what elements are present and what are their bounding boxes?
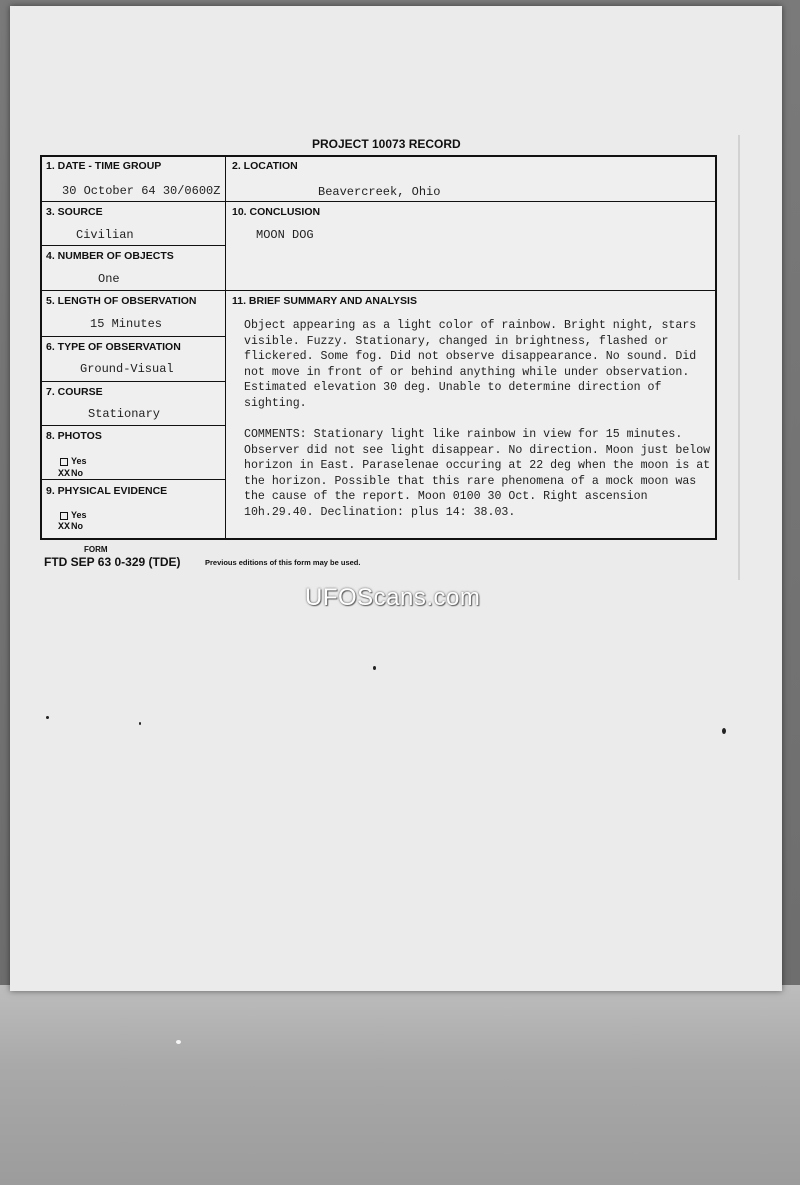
course-label: 7. COURSE <box>46 386 103 398</box>
date-time-group-value: 30 October 64 30/0600Z <box>62 184 221 198</box>
number-of-objects-value: One <box>98 272 120 286</box>
row-divider <box>41 381 225 382</box>
checkbox-empty-icon <box>60 512 68 520</box>
brief-summary-label: 11. BRIEF SUMMARY AND ANALYSIS <box>232 295 417 307</box>
checkbox-empty-icon <box>60 458 68 466</box>
length-of-observation-label: 5. LENGTH OF OBSERVATION <box>46 295 197 307</box>
row-divider <box>41 290 716 291</box>
scan-speck <box>139 722 141 725</box>
watermark: UFOScans.com <box>305 584 481 611</box>
length-of-observation-value: 15 Minutes <box>90 317 163 331</box>
comments-paragraph: COMMENTS: Stationary light like rainbow in view for 15 minutes. Observer did not see light disappear. No direction. Moon just below horizon in East. Paraselenae occuring at 22 deg when the moon is at the horizon. Possible that this rare phenomena of a mock moon was the cause of the report. Moon 0100 30 Oct. Right ascension 10h.29.40. Declination: plus 14: 38.03. <box>244 428 711 519</box>
form-title: PROJECT 10073 RECORD <box>312 137 461 151</box>
course-value: Stationary <box>88 407 161 421</box>
row-divider <box>41 336 225 337</box>
scan-speck <box>722 728 726 734</box>
summary-and-analysis-text <box>244 318 714 520</box>
footer-form-id: FTD SEP 63 0-329 (TDE) <box>44 555 181 569</box>
physical-evidence-label: 9. PHYSICAL EVIDENCE <box>46 485 168 497</box>
source-value: Civilian <box>76 228 134 242</box>
location-value: Beavercreek, Ohio <box>318 185 441 199</box>
checkbox-checked-icon: XX <box>58 469 71 480</box>
row-divider <box>41 425 225 426</box>
checkbox-checked-icon: XX <box>58 522 71 533</box>
physical-evidence-yes-option: Yes <box>60 510 87 520</box>
scan-speck <box>176 1040 181 1044</box>
location-label: 2. LOCATION <box>232 160 298 172</box>
number-of-objects-label: 4. NUMBER OF OBJECTS <box>46 250 174 262</box>
summary-paragraph: Object appearing as a light color of rainbow. Bright night, stars visible. Fuzzy. Stationary, changed in brightness, flashed or flickered. Some fog. Did not observe disappearance. No sound. Did not move in front of or behind anything while under observation. Estimated elevation 30 deg. Unable to determine direction of sighting. <box>244 319 697 410</box>
scan-speck <box>373 666 376 670</box>
row-divider <box>41 245 225 246</box>
physical-evidence-no-option: XXNo <box>58 521 84 533</box>
type-of-observation-label: 6. TYPE OF OBSERVATION <box>46 341 181 353</box>
scan-speck <box>46 716 49 719</box>
type-of-observation-value: Ground-Visual <box>80 362 174 376</box>
conclusion-label: 10. CONCLUSION <box>232 206 321 218</box>
photos-yes-option: Yes <box>60 456 87 466</box>
column-divider <box>225 156 226 538</box>
footer-note: Previous editions of this form may be used. <box>205 558 361 567</box>
lower-scan-area <box>0 985 800 1185</box>
photos-label: 8. PHOTOS <box>46 430 102 442</box>
date-time-group-label: 1. DATE - TIME GROUP <box>46 160 162 172</box>
source-label: 3. SOURCE <box>46 206 103 218</box>
footer-form-label: FORM <box>84 545 108 554</box>
row-divider <box>41 201 716 202</box>
conclusion-value: MOON DOG <box>256 228 314 242</box>
photos-no-option: XXNo <box>58 468 84 480</box>
page-fold-line <box>738 135 740 580</box>
